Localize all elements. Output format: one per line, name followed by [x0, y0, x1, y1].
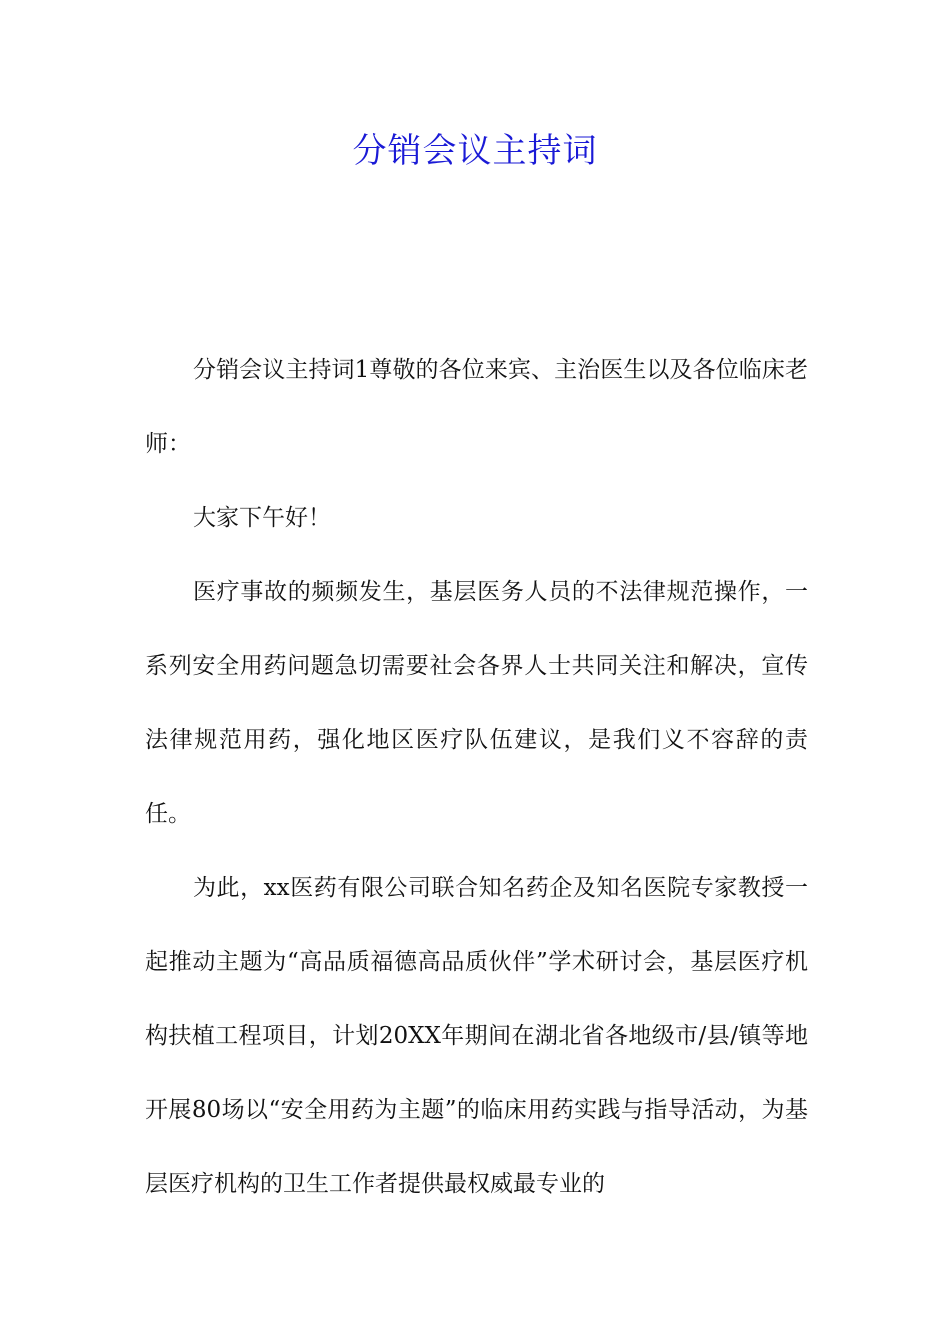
paragraph-event-description: 为此，xx医药有限公司联合知名药企及知名医院专家教授一起推动主题为“高品质福德高品质伙伴”学术研讨会，基层医疗机构扶植工程项目，计划20XX年期间在湖北省各地级市/县/镇等地开展80场以“安全用药为主题”的临床用药实践与指导活动，为基层医疗机构的卫生工作者提供最权威最专业的 [145, 875, 808, 1197]
document-body [145, 333, 808, 1221]
paragraph-salutation: 大家下午好！ [193, 505, 331, 531]
paragraph-greeting: 分销会议主持词1尊敬的各位来宾、主治医生以及各位临床老师： [145, 357, 808, 457]
paragraph-background: 医疗事故的频频发生，基层医务人员的不法律规范操作，一系列安全用药问题急切需要社会各界人士共同关注和解决，宣传法律规范用药，强化地区医疗队伍建议，是我们义不容辞的责任。 [145, 579, 808, 827]
document-title: 分销会议主持词 [352, 131, 598, 171]
